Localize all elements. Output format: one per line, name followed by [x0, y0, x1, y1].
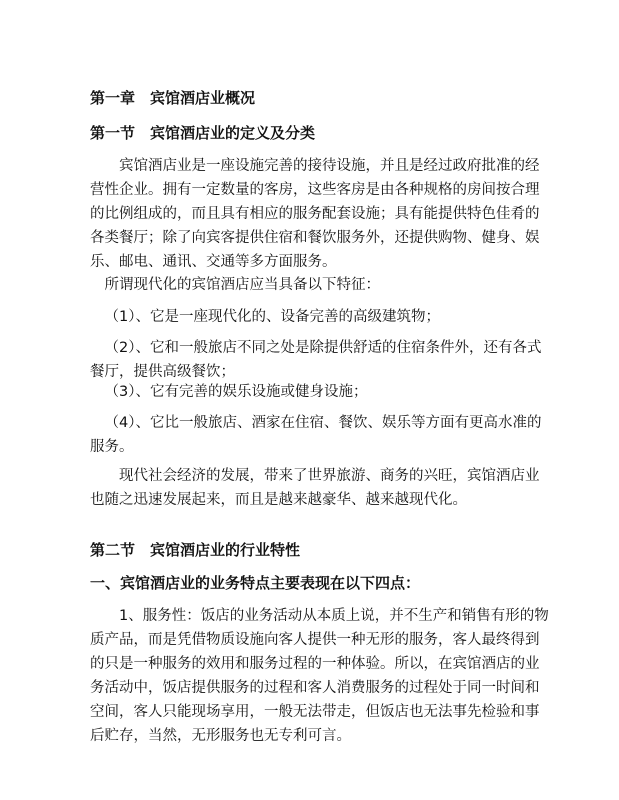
list-item: （3）、它有完善的娱乐设施或健身设施； — [104, 384, 368, 400]
list-item: （2）、它和一般旅店不同之处是除提供舒适的住宿条件外，还有各式餐厅，提供高级餐饮； — [90, 340, 542, 380]
chapter-title: 第一章 宾馆酒店业概况 — [90, 89, 256, 107]
section1-paragraph-1: 宾馆酒店业是一座设施完善的接待设施，并且是经过政府批准的经营性企业。拥有一定数量的客房，这些客房是由各种规格的房间按合理的比例组成的，而且具有相应的服务配套设施；具有能提供特色佳肴的各类餐厅；除了向宾客提供住宿和餐饮服务外，还提供购物、健身、娱乐、邮电、通讯、交通等多方面服务。 — [90, 158, 540, 270]
section1-title: 第一节 宾馆酒店业的定义及分类 — [90, 124, 316, 142]
section1-paragraph-2: 所谓现代化的宾馆酒店应当具备以下特征： — [104, 277, 380, 293]
section2-title: 第二节 宾馆酒店业的行业特性 — [90, 541, 301, 559]
list-item: （1）、它是一座现代化的、设备完善的高级建筑物； — [104, 309, 440, 325]
section1-paragraph-3: 现代社会经济的发展，带来了世界旅游、商务的兴旺，宾馆酒店业也随之迅速发展起来，而且是越来越豪华、越来越现代化。 — [90, 468, 540, 508]
section2-paragraph-1: 1、服务性：饭店的业务活动从本质上说，并不生产和销售有形的物质产品，而是凭借物质设施向客人提供一种无形的服务，客人最终得到的只是一种服务的效用和服务过程的一种体验。所以，在宾馆酒店的业务活动中，饭店提供服务的过程和客人消费服务的过程处于同一时间和空间，客人只能现场享用，一般无法带走，但饭店也无法事先检验和事后贮存，当然，无形服务也无专利可言。 — [90, 608, 549, 744]
list-item: （4）、它比一般旅店、酒家在住宿、餐饮、娱乐等方面有更高水准的服务。 — [90, 415, 542, 455]
section2-subtitle: 一、宾馆酒店业的业务特点主要表现在以下四点： — [90, 574, 421, 592]
